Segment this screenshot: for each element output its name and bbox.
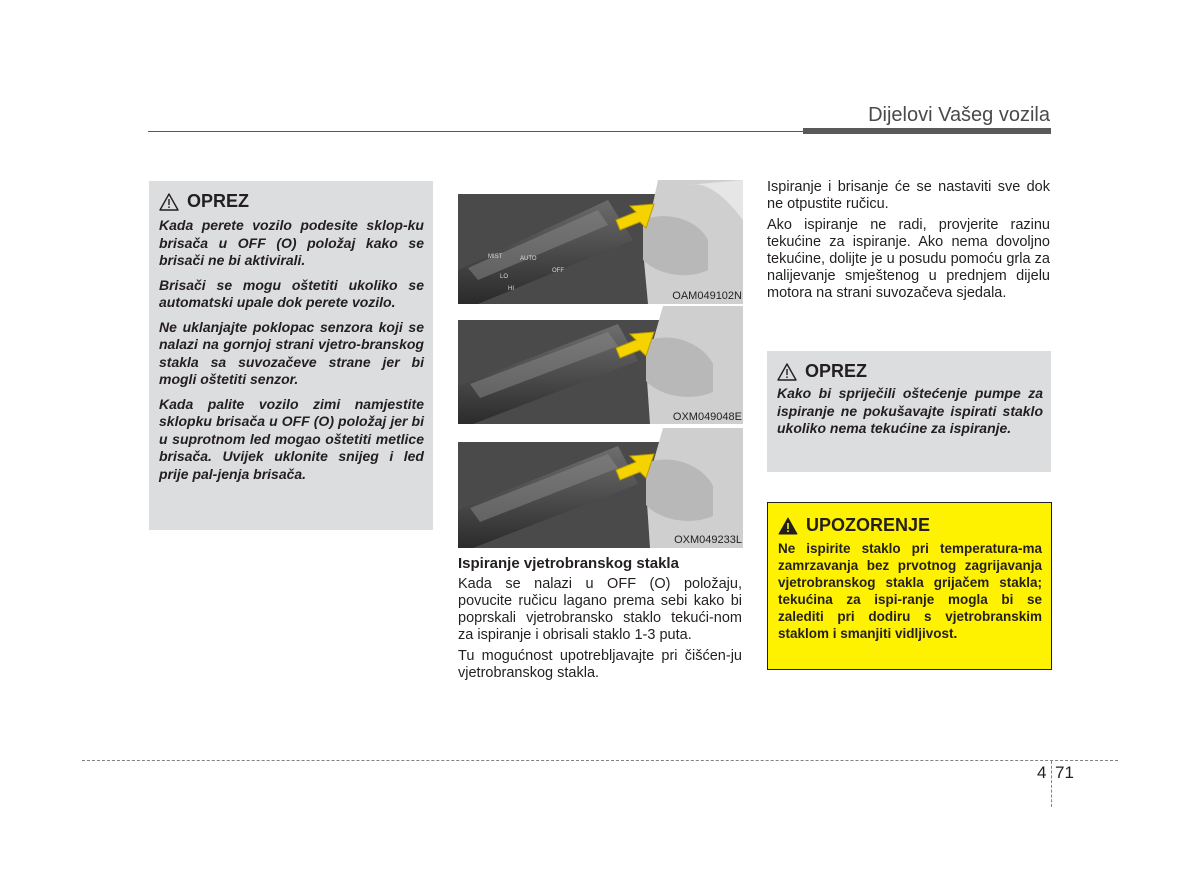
body-paragraph: Ispiranje i brisanje će se nastaviti sve dok ne otpustite ručicu. <box>767 179 1050 212</box>
figure-photo-c <box>458 428 743 548</box>
figure-code-c: OXM049233L <box>674 534 742 546</box>
lever-mark-text: HI <box>508 286 514 292</box>
caution-box-right <box>767 351 1051 472</box>
lever-mark-text: LO <box>500 274 509 280</box>
caution-paragraph: Kako bi spriječili oštećenje pumpe za ispiranje ne pokušavajte ispirati staklo ukoliko nema tekućine za ispiranje. <box>777 385 1043 436</box>
warning-triangle-icon <box>159 193 179 211</box>
section-body <box>458 576 742 686</box>
figure-photo-b <box>458 306 743 424</box>
warning-triangle-icon <box>777 363 797 381</box>
caution-title: OPREZ <box>187 191 250 211</box>
header-rule-accent <box>803 128 1051 134</box>
chapter-number: 4 <box>1037 763 1047 782</box>
warning-box <box>767 502 1052 670</box>
warning-title: UPOZORENJE <box>806 515 931 535</box>
caution-paragraph: Kada perete vozilo podesite sklop-ku brisača u OFF (O) položaj kako se brisači ne bi aktivirali. <box>159 217 424 268</box>
warning-triangle-filled-icon <box>778 517 798 535</box>
footer-rule <box>82 760 1118 761</box>
caution-paragraph: Brisači se mogu oštetiti ukoliko se automatski upale dok perete vozilo. <box>159 276 424 310</box>
caution-text-right <box>777 385 1043 445</box>
lever-mark-text: MIST <box>488 254 503 260</box>
caution-title: OPREZ <box>805 361 868 381</box>
right-column-body <box>767 179 1050 306</box>
lever-mark-text: OFF <box>552 268 564 274</box>
body-paragraph: Kada se nalazi u OFF (O) položaju, povucite ručicu lagano prema sebi kako bi poprskali vjetrobransko staklo tekući-nom za ispiranje i obrisali staklo 1-3 puta. <box>458 576 742 643</box>
page-header-title: Dijelovi Vašeg vozila <box>868 104 1050 126</box>
footer-divider <box>1051 761 1052 807</box>
caution-paragraph: Kada palite vozilo zimi namjestite sklopku brisača u OFF (O) položaj jer bi u suprotnom led mogao oštetiti metlice brisača. Uvijek uklonite snijeg i led prije pal-jenja brisača. <box>159 395 424 482</box>
figure-code-a: OAM049102N <box>672 290 742 302</box>
page-number: 71 <box>1055 763 1074 782</box>
warning-title-row <box>778 515 930 536</box>
figure-code-b: OXM049048E <box>672 411 742 423</box>
section-heading: Ispiranje vjetrobranskog stakla <box>458 555 679 572</box>
lever-mark-text: AUTO <box>520 256 537 262</box>
body-paragraph: Ako ispiranje ne radi, provjerite razinu tekućine za ispiranje. Ako nema dovoljno tekućine, dolijte je u posudu pomoću grla za nalijevanje smještenog u prednjem dijelu motora na strani suvozačeva sjedala. <box>767 217 1050 301</box>
warning-text: Ne ispirite staklo pri temperatura-ma zamrzavanja bez prvotnog zagrijavanja vjetrobranskog stakla grijačem stakla; tekućina za ispi-ranje mogla bi se zalediti pri dodiru s vjetrobranskim staklom i smanjiti vidljivost. <box>778 541 1042 641</box>
caution-text-left <box>159 217 424 490</box>
header-rule <box>148 131 803 132</box>
caution-title-row <box>777 361 867 382</box>
caution-title-row <box>159 191 249 212</box>
caution-paragraph: Ne uklanjajte poklopac senzora koji se nalazi na gornjoj strani vjetro-branskog stakla sa suvozačeve strane jer bi mogli oštetiti senzor. <box>159 318 424 387</box>
figure-photo-a <box>458 180 743 304</box>
body-paragraph: Tu mogućnost upotrebljavajte pri čišćen-ju vjetrobranskog stakla. <box>458 648 742 681</box>
caution-box-left <box>149 181 433 530</box>
